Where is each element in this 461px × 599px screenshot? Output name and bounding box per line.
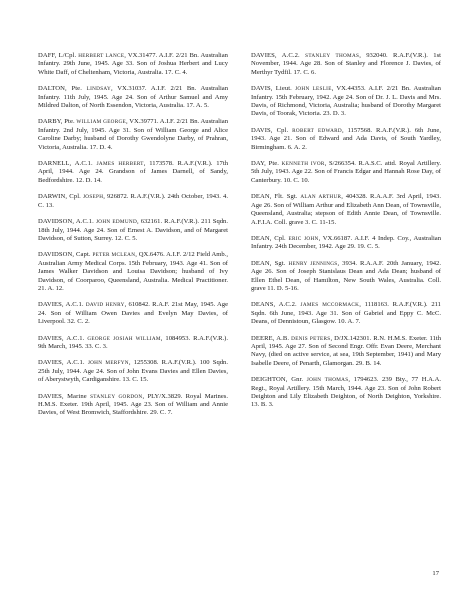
entry-given-names: ROBERT EDWARD — [292, 127, 342, 134]
entry-given-names: JOSEPH — [82, 194, 104, 201]
page-number: 17 — [432, 570, 439, 577]
entry-given-names: JOHN EDMUND — [95, 219, 137, 226]
roll-entry: DAVIS, Lieut. JOHN LESLIE, VX.44353. A.I.F. 2/21 Bn. Australian Infantry. 15th February, 1942. Age 24. Son of Dr. J. L. Davis and Mrs. Davis, of Richmond, Victoria, Australia; husband of Dorothy Margaret Davis, of Toorak, Victoria. 23. D. 3. — [251, 85, 441, 118]
entry-given-names: JAMES MCCORMACK — [300, 302, 360, 309]
entry-details: PLY/X.3829. Royal Marines. H.M.S. Exeter. 19th April, 1945. Age 23. Son of William and Annie Davies, of West Bromwich, Staffordshire. 29. C. 7. — [38, 392, 228, 417]
entry-details: 610842. R.A.F. 21st May, 1945. Age 24. Son of William Owen Davies and Evelyn May Davies, of Liverpool. 32. C. 2. — [38, 301, 229, 326]
roll-entry: DEAN, Flt. Sgt. ALAN ARTHUR, 404328. R.A.A.F. 3rd April, 1943. Age 26. Son of William Arthur and Elizabeth Ann Dean, of Townsville, Queensland, Australia; stepson of Edith Annie Dean, of Townsville. A.F.I.A. Coll. grave 3. C. 11-15. — [251, 193, 442, 226]
entry-details: 932040. R.A.F.(V.R.). 1st November, 1944. Age 28. Son of Stanley and Florence J. Davies, of Merthyr Tydfil. 17. C. 6. — [251, 52, 442, 76]
entry-details: 632161. R.A.F.(V.R.). 211 Sqdn. 18th July, 1944. Age 24. Son of Ernest A. Davidson, and of Margaret Davidson, of Sutton, Surrey. 12. C. 5. — [38, 218, 228, 242]
entry-given-names: STANLEY THOMAS — [305, 53, 360, 59]
entry-details: 1255308. R.A.F.(V.R.). 100 Sqdn. 25th July, 1944. Age 24. Son of John Evans Davies and Ellen Davies, of Aberystwyth, Cardiganshire. 13. C. 15. — [38, 359, 228, 384]
entry-details: 1173578. R.A.F.(V.R.). 17th April, 1944. Age 24. Grandson of James Darnell, of Sandy, Bedfordshire. 12. D. 14. — [38, 160, 228, 184]
roll-entry: DALTON, Pte. LINDSAY, VX.31037. A.I.F. 2/21 Bn. Australian Infantry. 11th July, 1945. Age 24. Son of Arthur Samuel and Amy Mildred Dalton, of North Essendon, Victoria, Australia. 17. A. 5. — [38, 85, 228, 110]
entry-name: DARWIN, Cpl. — [38, 193, 81, 201]
entry-details: VX.31037. A.I.F. 2/21 Bn. Australian Infantry. 11th July, 1945. Age 24. Son of Arthur Samuel and Amy Mildred Dalton, of North Essendon, Victoria, Australia. 17. A. 5. — [38, 85, 228, 110]
roll-entry: DEANS, A.C.2. JAMES MCCORMACK, 1118163. R.A.F.(V.R.). 211 Sqdn. 6th June, 1943. Age 31. Son of Gabriel and Eppy C. McC. Deans, of Dennistoun, Glasgow. 10. A. 7. — [251, 301, 441, 326]
entry-given-names: ALAN ARTHUR — [300, 194, 342, 201]
entry-given-names: KENNETH IVOR — [281, 161, 325, 168]
roll-entry: DARWIN, Cpl. JOSEPH, 926872. R.A.F.(V.R.). 24th October, 1943. 4. C. 13. — [38, 193, 228, 209]
entry-details: 1084953. R.A.F.(V.R.). 9th March, 1945. 33. C. 3. — [38, 334, 228, 350]
two-column-layout — [38, 52, 441, 426]
entry-name: DAVIES, Marine — [38, 392, 87, 400]
roll-entry: DAVIDSON, A.C.1. JOHN EDMUND, 632161. R.A.F.(V.R.). 211 Sqdn. 18th July, 1944. Age 24. Son of Ernest A. Davidson, and of Margaret Davidson, of Sutton, Surrey. 12. C. 5. — [38, 218, 228, 242]
left-column — [38, 52, 228, 426]
entry-name: DARBY, Pte. — [38, 118, 75, 126]
roll-entry: DAVIES, A.C.1. GEORGE JOSIAH WILLIAM, 1084953. R.A.F.(V.R.). 9th March, 1945. 33. C. 3. — [38, 334, 228, 350]
roll-entry: DAVIS, Cpl. ROBERT EDWARD, 1157568. R.A.F.(V.R.). 6th June, 1943. Age 21. Son of Edward and Ada Davis, of South Yardley, Birmingham. 6. A. 2. — [251, 126, 441, 151]
roll-entry: DAFF, L/Cpl. HERBERT LANCE, VX.31477. A.I.F. 2/21 Bn. Australian Infantry. 29th June, 1945. Age 33. Son of Joshua Herbert and Lucy White Daff, of Cheltenham, Victoria, Australia. 17. C. 4. — [38, 52, 228, 76]
entry-given-names: STANLEY GORDON — [90, 393, 143, 400]
entry-details: 404328. R.A.A.F. 3rd April, 1943. Age 26. Son of William Arthur and Elizabeth Ann Dean, of Townsville, Queensland, Australia; stepson of Edith Annie Dean, of Townsville. A.F.I.A. Coll. grave 3. C. 11-15. — [251, 193, 442, 226]
entry-name: DAVIS, Lieut. — [251, 85, 292, 93]
entry-details: D/JX.142301. R.N. H.M.S. Exeter. 11th April, 1945. Age 27. Son of Second Engr. Offr. Evan Deere, Merchant Navy, (died on active service, at sea, 19th September, 1941) and Mary Isabelle Deere, of Penarth, Glamorgan. 29. B. 14. — [251, 334, 441, 367]
entry-given-names: HERBERT LANCE — [78, 53, 125, 59]
entry-details: VX.44353. A.I.F. 2/21 Bn. Australian Infantry. 15th February, 1942. Age 24. Son of Dr. J. L. Davis and Mrs. Davis, of Richmond, Victoria, Australia; husband of Dorothy Margaret Davis, of Toorak, Victoria. 23. D. 3. — [251, 85, 441, 118]
entry-name: DEAN, Cpl. — [251, 234, 286, 242]
entry-name: DEANS, A.C.2. — [251, 301, 297, 309]
entry-details: 1118163. R.A.F.(V.R.). 211 Sqdn. 6th June, 1943. Age 31. Son of Gabriel and Eppy C. McC. Deans, of Dennistoun, Glasgow. 10. A. 7. — [251, 301, 441, 326]
entry-details: QX.6476. A.I.F. 2/12 Field Amb., Australian Army Medical Corps. 15th February, 1943. Age 41. Son of James Walker Davidson and Louisa Davidson; husband of Ivy Davidson, of Coorparoo, Queensland, Australia. Medical Practitioner. 21. A. 12. — [38, 251, 229, 292]
entry-given-names: DENIS PETERS — [291, 335, 331, 342]
roll-entry: DARNELL, A.C.1. JAMES HERBERT, 1173578. R.A.F.(V.R.). 17th April, 1944. Age 24. Grandson of James Darnell, of Sandy, Bedfordshire. 12. D. 14. — [38, 160, 228, 184]
entry-given-names: GEORGE JOSIAH WILLIAM — [87, 335, 161, 342]
entry-details: VX.31477. A.I.F. 2/21 Bn. Australian Infantry. 29th June, 1945. Age 33. Son of Joshua Herbert and Lucy White Daff, of Cheltenham, Victoria, Australia. 17. C. 4. — [38, 52, 228, 76]
right-column — [251, 52, 441, 426]
entry-details: 3934. R.A.A.F. 20th January, 1942. Age 26. Son of Joseph Stanislaus Dean and Ada Dean; husband of Ellen Ethel Dean, of Hamilton, New South Wales, Australia. Coll. grave 11. D. 5-16. — [251, 259, 441, 292]
entry-details: 1157568. R.A.F.(V.R.). 6th June, 1943. Age 21. Son of Edward and Ada Davis, of South Yardley, Birmingham. 6. A. 2. — [251, 126, 441, 151]
entry-details: 1794623. 239 Bty., 77 H.A.A. Regt., Royal Artillery. 15th March, 1944. Age 23. Son of John Robert Deighton and Lily Elizabeth Deighton, of North Deighton, Yorkshire. 13. B. 3. — [251, 376, 441, 409]
entry-details: 926872. R.A.F.(V.R.). 24th October, 1943. 4. C. 13. — [38, 193, 228, 209]
entry-name: DAVIES, A.C.1. — [38, 359, 85, 367]
entry-name: DAVIS, Cpl. — [251, 126, 289, 134]
entry-details: VX.66187. A.I.F. 4 Indep. Coy., Australian Infantry. 24th December, 1942. Age 29. 19. C. 5. — [251, 234, 441, 251]
entry-details: VX.39771. A.I.F. 2/21 Bn. Australian Infantry. 2nd July, 1945. Age 31. Son of William George and Alice Caroline Darby; husband of Dorothy Gwendolyne Darby, of Prahran, Victoria, Australia. 17. D. 4. — [38, 118, 229, 151]
roll-entry: DEAN, Cpl. ERIC JOHN, VX.66187. A.I.F. 4 Indep. Coy., Australian Infantry. 24th December, 1942. Age 29. 19. C. 5. — [251, 234, 441, 251]
entry-name: DEAN, Flt. Sgt. — [251, 193, 298, 201]
roll-entry: DAVIES, A.C.2. STANLEY THOMAS, 932040. R.A.F.(V.R.). 1st November, 1944. Age 28. Son of Stanley and Florence J. Davies, of Merthyr Tydfil. 17. C. 6. — [251, 52, 442, 76]
entry-given-names: PETER MCLEAN — [92, 252, 136, 259]
roll-entry: DAVIES, A.C.1. DAVID HENRY, 610842. R.A.F. 21st May, 1945. Age 24. Son of William Owen Davies and Evelyn May Davies, of Liverpool. 32. C. 2. — [38, 301, 229, 326]
roll-entry: DAVIES, A.C.1. JOHN MERFYN, 1255308. R.A.F.(V.R.). 100 Sqdn. 25th July, 1944. Age 24. Son of John Evans Davies and Ellen Davies, of Aberystwyth, Cardiganshire. 13. C. 15. — [38, 359, 228, 384]
entry-given-names: DAVID HENRY — [85, 302, 125, 309]
roll-entry: DARBY, Pte. WILLIAM GEORGE, VX.39771. A.I.F. 2/21 Bn. Australian Infantry. 2nd July, 1945. Age 31. Son of William George and Alice Caroline Darby; husband of Dorothy Gwendolyne Darby, of Prahran, Victoria, Australia. 17. D. 4. — [38, 118, 229, 151]
roll-entry: DEIGHTON, Gnr. JOHN THOMAS, 1794623. 239 Bty., 77 H.A.A. Regt., Royal Artillery. 15th March, 1944. Age 23. Son of John Robert Deighton and Lily Elizabeth Deighton, of North Deighton, Yorkshire. 13. B. 3. — [251, 376, 441, 409]
entry-name: DAVIES, A.C.2. — [251, 52, 300, 59]
roll-entry: DEAN, Sgt. HENRY JENNINGS, 3934. R.A.A.F. 20th January, 1942. Age 26. Son of Joseph Stanislaus Dean and Ada Dean; husband of Ellen Ethel Dean, of Hamilton, New South Wales, Australia. Coll. grave 11. D. 5-16. — [251, 259, 441, 292]
roll-entry: DAVIDSON, Capt. PETER MCLEAN, QX.6476. A.I.F. 2/12 Field Amb., Australian Army Medical Corps. 15th February, 1943. Age 41. Son of James Walker Davidson and Louisa Davidson; husband of Ivy Davidson, of Coorparoo, Queensland, Australia. Medical Practitioner. 21. A. 12. — [38, 251, 229, 292]
entry-name: DEAN, Sgt. — [251, 259, 286, 267]
entry-given-names: JAMES HERBERT — [96, 161, 144, 168]
entry-name: DEIGHTON, Gnr. — [251, 376, 304, 384]
entry-given-names: LINDSAY — [86, 86, 112, 93]
entry-name: DEERE, A.B. — [251, 334, 290, 342]
roll-entry: DAY, Pte. KENNETH IVOR, S/266354. R.A.S.C. attd. Royal Artillery. 5th July, 1943. Age 22. Son of Francis Edgar and Hannah Rose Day, of Canterbury. 10. C. 10. — [251, 160, 441, 184]
entry-given-names: JOHN THOMAS — [306, 377, 349, 384]
entry-name: DAVIES, A.C.1. — [38, 334, 85, 342]
entry-given-names: JOHN LESLIE — [295, 86, 332, 93]
entry-given-names: WILLIAM GEORGE — [76, 119, 126, 126]
entry-name: DAY, Pte. — [251, 160, 280, 168]
entry-name: DAFF, L/Cpl. — [38, 52, 77, 59]
entry-name: DAVIES, A.C.1. — [38, 301, 84, 309]
entry-given-names: JOHN MERFYN — [87, 360, 129, 367]
entry-name: DAVIDSON, Capt. — [38, 251, 91, 259]
entry-name: DARNELL, A.C.1. — [38, 160, 93, 168]
entry-name: DAVIDSON, A.C.1. — [38, 218, 94, 226]
entry-given-names: ERIC JOHN — [288, 235, 319, 242]
entry-given-names: HENRY JENNINGS — [288, 260, 338, 267]
roll-entry: DAVIES, Marine STANLEY GORDON, PLY/X.3829. Royal Marines. H.M.S. Exeter. 19th April, 1945. Age 23. Son of William and Annie Davies, of West Bromwich, Staffordshire. 29. C. 7. — [38, 392, 228, 417]
roll-entry: DEERE, A.B. DENIS PETERS, D/JX.142301. R.N. H.M.S. Exeter. 11th April, 1945. Age 27. Son of Second Engr. Offr. Evan Deere, Merchant Navy, (died on active service, at sea, 19th September, 1941) and Mary Isabelle Deere, of Penarth, Glamorgan. 29. B. 14. — [251, 334, 441, 367]
entry-details: S/266354. R.A.S.C. attd. Royal Artillery. 5th July, 1943. Age 22. Son of Francis Edgar and Hannah Rose Day, of Canterbury. 10. C. 10. — [251, 160, 441, 184]
entry-name: DALTON, Pte. — [38, 85, 82, 93]
